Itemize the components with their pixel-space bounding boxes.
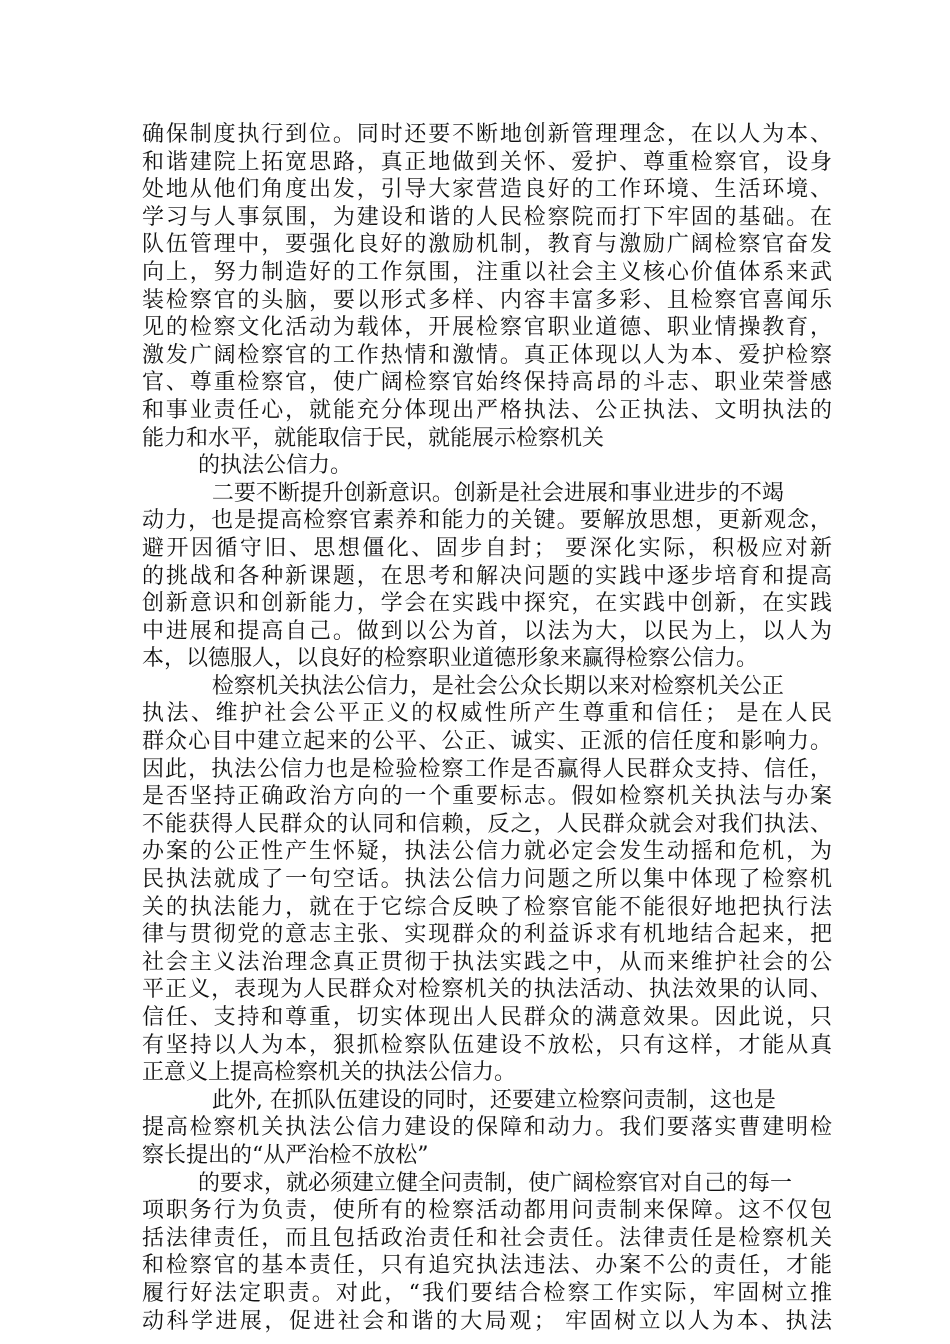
text-line: 能力和水平，就能取信于民，就能展示检察机关 bbox=[142, 425, 605, 451]
text-line: 不能获得人民群众的认同和信赖，反之，人民群众就会对我们执法、 bbox=[142, 811, 832, 837]
text-line: 关的执法能力，就在于它综合反映了检察官能不能很好地把执行法 bbox=[142, 894, 832, 920]
text-line: 检察机关执法公信力，是社会公众长期以来对检察机关公正 bbox=[142, 673, 784, 699]
text-line: 有坚持以人为本，狠抓检察队伍建设不放松，只有这样，才能从真 bbox=[142, 1032, 832, 1058]
text-line: 动科学进展，促进社会和谐的大局观； 牢固树立以人为本、执法 bbox=[142, 1308, 832, 1334]
text-line: 因此，执法公信力也是检验检察工作是否赢得人民群众支持、信任， bbox=[142, 756, 832, 782]
text-line: 确保制度执行到位。同时还要不断地创新管理理念，在以人为本、 bbox=[142, 122, 832, 147]
document-body bbox=[142, 121, 832, 1335]
text-line: 避开因循守旧、思想僵化、固步自封； 要深化实际，积极应对新 bbox=[142, 535, 832, 561]
text-line: 此外, 在抓队伍建设的同时，还要建立检察问责制，这也是 bbox=[142, 1087, 776, 1113]
text-line: 履行好法定职责。对此，“我们要结合检察工作实际，牢固树立推 bbox=[142, 1280, 832, 1306]
text-line: 学习与人事氛围，为建设和谐的人民检察院而打下牢固的基础。在 bbox=[142, 204, 832, 230]
text-line: 官、尊重检察官，使广阔检察官始终保持高昂的斗志、职业荣誉感 bbox=[142, 370, 832, 396]
text-line: 队伍管理中，要强化良好的激励机制，教育与激励广阔检察官奋发 bbox=[142, 232, 832, 258]
text-line: 和检察官的基本责任，只有追究执法违法、办案不公的责任，才能 bbox=[142, 1253, 832, 1279]
text-line: 民执法就成了一句空话。执法公信力问题之所以集中体现了检察机 bbox=[142, 867, 832, 893]
text-line: 办案的公正性产生怀疑，执法公信力就必定会发生动摇和危机，为 bbox=[142, 839, 832, 865]
text-line: 律与贯彻党的意志主张、实现群众的利益诉求有机地结合起来，把 bbox=[142, 922, 832, 948]
text-line: 项职务行为负责，使所有的检察活动都用问责制来保障。这不仅包 bbox=[142, 1198, 832, 1224]
text-line: 的要求，就必须建立健全问责制，使广阔检察官对自己的每一 bbox=[142, 1170, 792, 1196]
text-line: 的挑战和各种新课题，在思考和解决问题的实践中逐步培育和提高 bbox=[142, 563, 832, 589]
text-line: 二要不断提升创新意识。创新是社会进展和事业进步的不竭 bbox=[142, 480, 784, 506]
text-line: 正意义上提高检察机关的执法公信力。 bbox=[142, 1060, 517, 1086]
text-line: 的执法公信力。 bbox=[142, 453, 352, 479]
text-line: 激发广阔检察官的工作热情和激情。真正体现以人为本、爱护检察 bbox=[142, 342, 832, 368]
text-line: 见的检察文化活动为载体，开展检察官职业道德、职业情操教育， bbox=[142, 315, 832, 341]
text-line: 察长提出的“从严治检不放松” bbox=[142, 1142, 429, 1168]
text-line: 群众心目中建立起来的公平、公正、诚实、正派的信任度和影响力。 bbox=[142, 729, 832, 755]
text-line: 执法、维护社会公平正义的权威性所产生尊重和信任； 是在人民 bbox=[142, 701, 832, 727]
text-line: 中进展和提高自己。做到以公为首，以法为大，以民为上，以人为 bbox=[142, 618, 832, 644]
text-line: 向上，努力制造好的工作氛围，注重以社会主义核心价值体系来武 bbox=[142, 259, 832, 285]
text-line: 平正义，表现为人民群众对检察机关的执法活动、执法效果的认同、 bbox=[142, 977, 832, 1003]
text-line: 本，以德服人，以良好的检察职业道德形象来赢得检察公信力。 bbox=[142, 646, 759, 672]
text-line: 是否坚持正确政治方向的一个重要标志。假如检察机关执法与办案 bbox=[142, 784, 832, 810]
text-line: 处地从他们角度出发，引导大家营造良好的工作环境、生活环境、 bbox=[142, 177, 832, 203]
text-line: 信任、支持和尊重，切实体现出人民群众的满意效果。因此说，只 bbox=[142, 1005, 832, 1030]
text-line: 括法律责任，而且包括政治责任和社会责任。法律责任是检察机关 bbox=[142, 1225, 832, 1251]
text-line: 和谐建院上拓宽思路，真正地做到关怀、爱护、尊重检察官，设身 bbox=[142, 149, 832, 175]
text-line: 装检察官的头脑，要以形式多样、内容丰富多彩、且检察官喜闻乐 bbox=[142, 287, 832, 313]
text-line: 创新意识和创新能力，学会在实践中探究，在实践中创新，在实践 bbox=[142, 591, 832, 617]
text-line: 和事业责任心，就能充分体现出严格执法、公正执法、文明执法的 bbox=[142, 397, 832, 423]
text-line: 社会主义法治理念真正贯彻于执法实践之中，从而来维护社会的公 bbox=[142, 949, 832, 975]
text-line: 提高检察机关执法公信力建设的保障和动力。我们要落实曹建明检 bbox=[142, 1115, 832, 1141]
text-line: 动力，也是提高检察官素养和能力的关键。要解放思想，更新观念， bbox=[142, 508, 832, 534]
